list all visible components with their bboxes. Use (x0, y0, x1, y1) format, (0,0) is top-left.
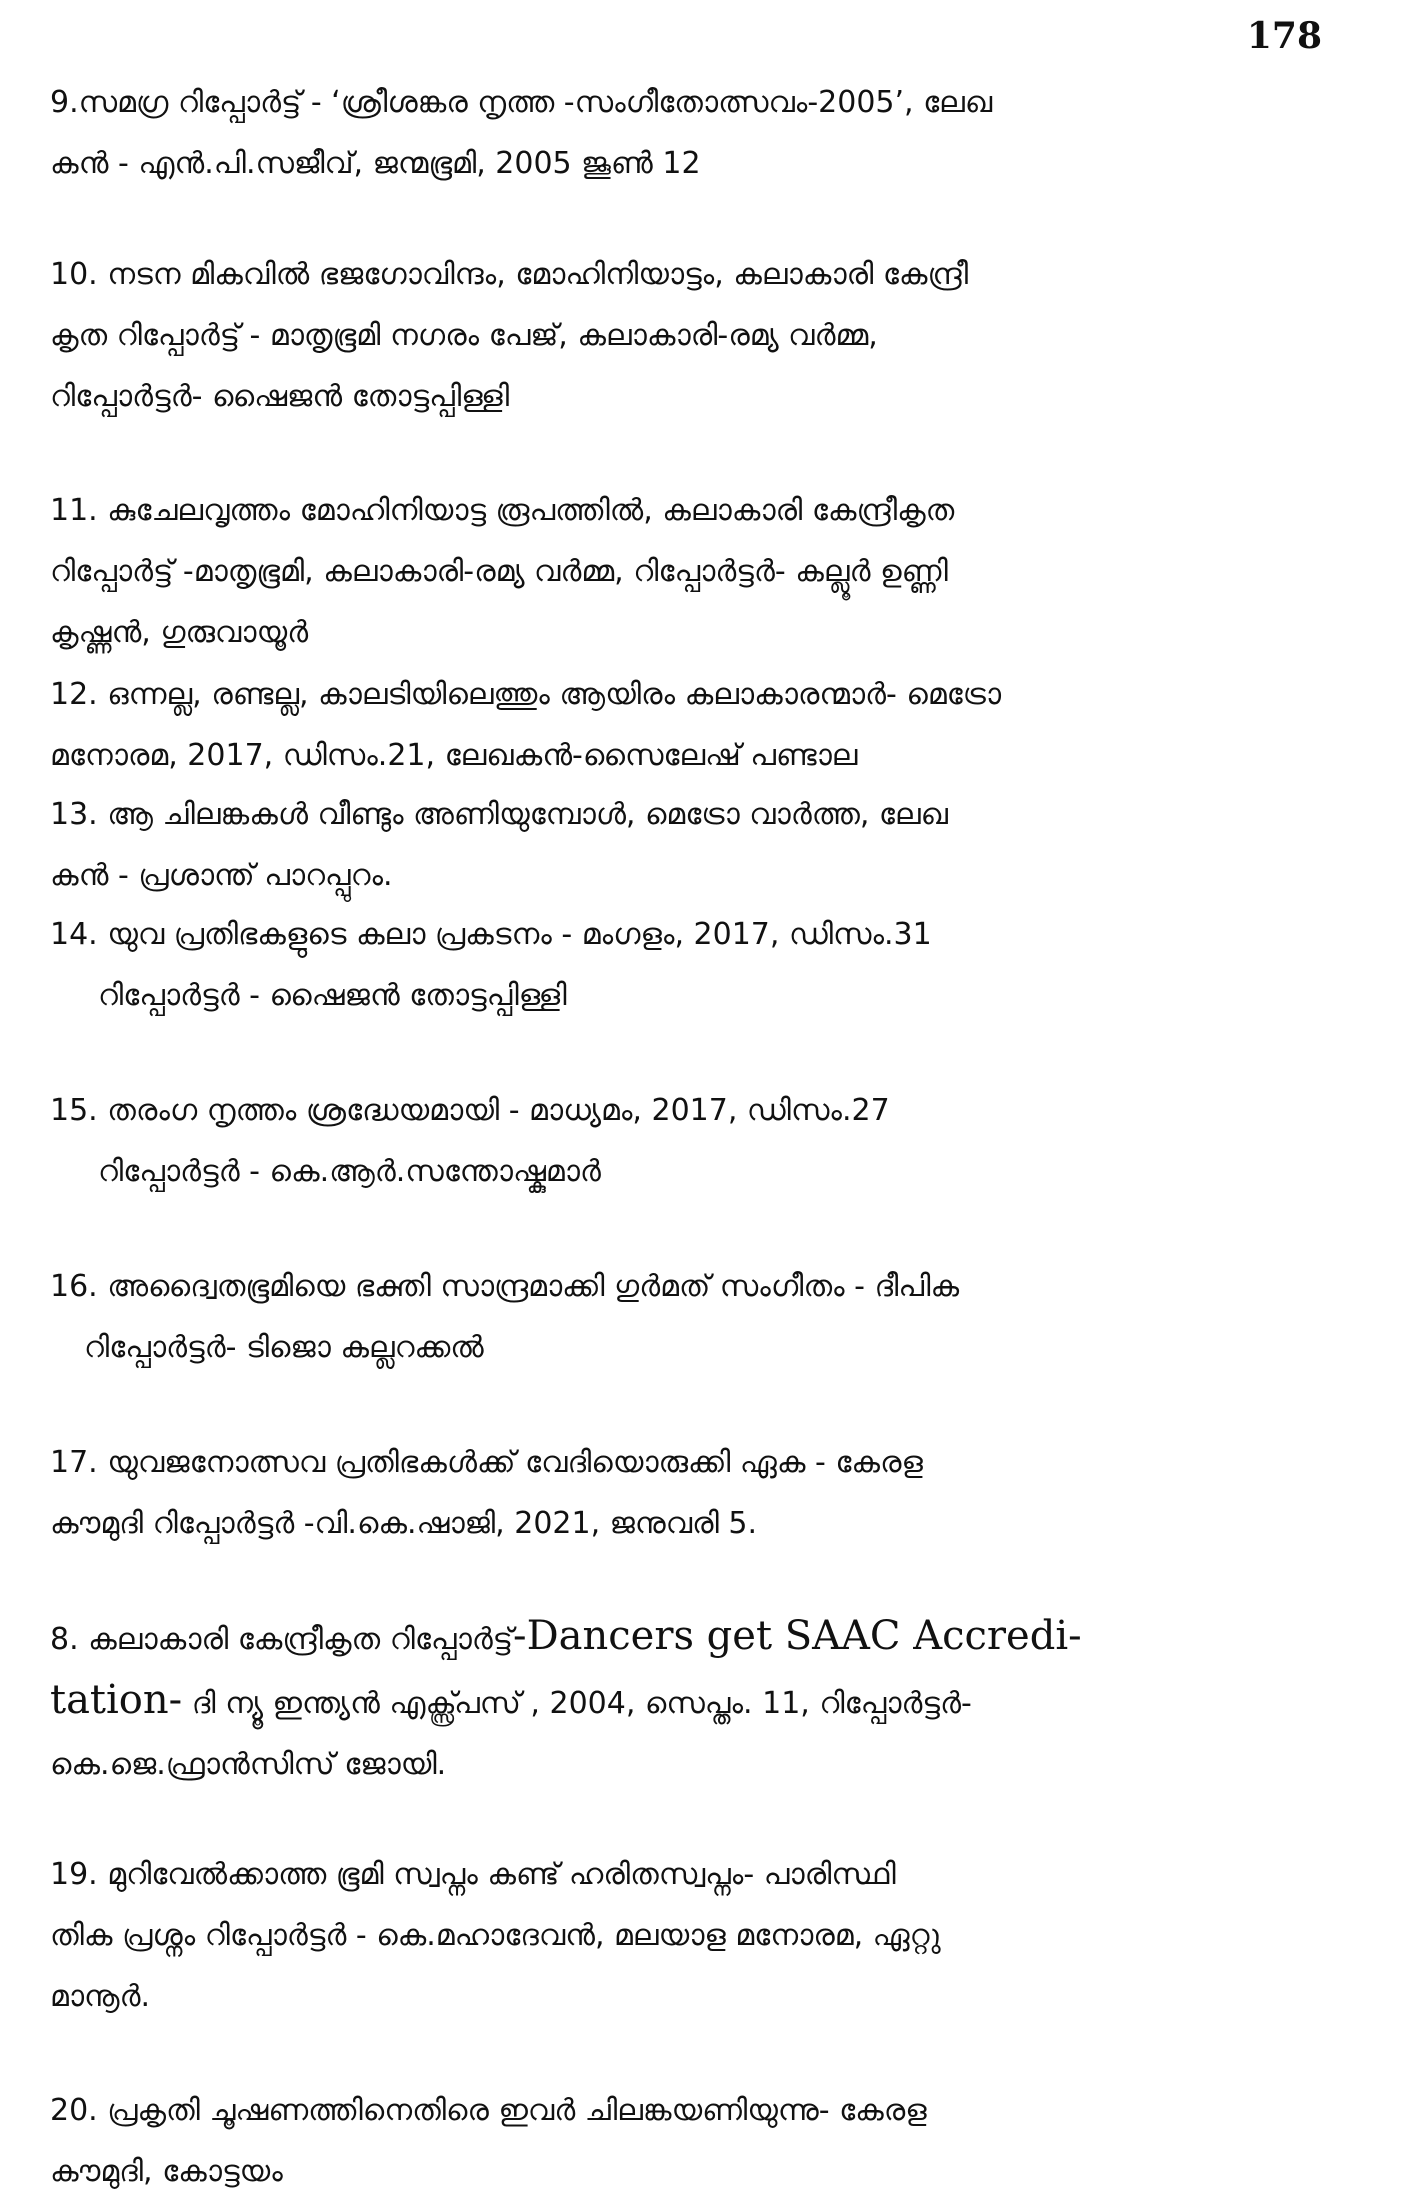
entry-text-english: -Dancers get SAAC Accredi- (513, 1613, 1082, 1659)
entry-text-english: tation- (50, 1677, 183, 1723)
reference-entry-10 (50, 244, 1332, 427)
reference-entry-19 (50, 1844, 1332, 2027)
entry-line: റിപ്പോർട്ടർ - ഷൈജൻ തോട്ടപ്പിള്ളി (98, 978, 567, 1013)
entry-line (50, 1606, 1332, 1670)
reference-entry-12 (50, 664, 1332, 786)
entry-line: 19. മുറിവേൽക്കാത്ത ഭൂമി സ്വപ്നം കണ്ട് ഹരിതസ്വപ്നം- പാരിസ്ഥി (50, 1857, 896, 1892)
entry-line: റിപ്പോർട്ടർ- ഷൈജൻ തോട്ടപ്പിള്ളി (50, 379, 510, 414)
entry-line (50, 1670, 1332, 1734)
entry-line: 15. തരംഗ നൃത്തം ശ്രദ്ധേയമായി - മാധ്യമം, 2017, ഡിസം.27 (50, 1093, 890, 1128)
entry-line: റിപ്പോർട്ടർ - കെ.ആർ.സന്തോഷ്കുമാർ (98, 1154, 601, 1189)
entry-line: റിപ്പോർട്ടർ- ടിജൊ കല്ലറക്കൽ (84, 1330, 484, 1365)
entry-line: മനോരമ, 2017, ഡിസം.21, ലേഖകൻ-സൈലേഷ് പണ്ടാല (50, 738, 858, 773)
entry-text-malayalam: ദി ന്യൂ ഇന്ത്യൻ എക്സ്പ്രസ് , 2004, സെപ്തം. 11, റിപ്പോർട്ടർ- (182, 1686, 972, 1721)
entry-line: തിക പ്രശ്നം റിപ്പോർട്ടർ - കെ.മഹാദേവൻ, മലയാള മനോരമ, ഏറ്റു (50, 1918, 941, 1953)
reference-entry-8 (50, 1606, 1332, 1795)
reference-entry-9 (50, 72, 1332, 194)
entry-line: 20. പ്രകൃതി ചൂഷണത്തിനെതിരെ ഇവർ ചിലങ്കയണിയുന്നു- കേരള (50, 2093, 927, 2128)
reference-entry-20 (50, 2080, 1332, 2202)
entry-line: മാനൂർ. (50, 1979, 151, 2014)
entry-line: കൃത റിപ്പോർട്ട് - മാതൃഭൂമി നഗരം പേജ്, കലാകാരി-രമ്യ വർമ്മ, (50, 318, 878, 353)
entry-line: കൗമുദി റിപ്പോർട്ടർ -വി.കെ.ഷാജി, 2021, ജനുവരി 5. (50, 1506, 758, 1541)
entry-line: 9.സമഗ്ര റിപ്പോർട്ട് - ‘ശ്രീശങ്കര നൃത്ത -സംഗീതോത്സവം-2005’, ലേഖ (50, 85, 993, 120)
reference-entry-16 (50, 1256, 1332, 1378)
entry-line: റിപ്പോർട്ട് -മാതൃഭൂമി, കലാകാരി-രമ്യ വർമ്മ, റിപ്പോർട്ടർ- കല്ലൂർ ഉണ്ണി (50, 554, 948, 589)
entry-line: കൻ - എൻ.പി.സജീവ്, ജന്മഭൂമി, 2005 ജൂൺ 12 (50, 146, 701, 181)
reference-entry-15 (50, 1080, 1332, 1202)
reference-entry-17 (50, 1432, 1332, 1554)
entry-line: 13. ആ ചിലങ്കകൾ വീണ്ടും അണിയുമ്പോൾ, മെട്രോ വാർത്ത, ലേഖ (50, 797, 948, 832)
entry-line: 14. യുവ പ്രതിഭകളുടെ കലാ പ്രകടനം - മംഗളം, 2017, ഡിസം.31 (50, 917, 932, 952)
entry-line: 10. നടന മികവിൽ ഭജഗോവിന്ദം, മോഹിനിയാട്ടം, കലാകാരി കേന്ദ്രീ (50, 257, 969, 292)
page-number: 178 (1246, 15, 1322, 57)
entry-line: 11. കുചേലവൃത്തം മോഹിനിയാട്ട രൂപത്തിൽ, കലാകാരി കേന്ദ്രീകൃത (50, 493, 955, 528)
reference-entry-13 (50, 784, 1332, 906)
entry-line: കൗമുദി, കോട്ടയം (50, 2154, 283, 2189)
entry-line: കൻ - പ്രശാന്ത് പാറപ്പുറം. (50, 858, 393, 893)
reference-entry-14 (50, 904, 1332, 1026)
reference-entry-11 (50, 480, 1332, 663)
entry-line: 12. ഒന്നല്ല, രണ്ടല്ല, കാലടിയിലെത്തും ആയിരം കലാകാരന്മാർ- മെട്രോ (50, 677, 1002, 712)
entry-line: കൃഷ്ണൻ, ഗുരുവായൂർ (50, 615, 309, 650)
entry-line: കെ.ജെ.ഫ്രാൻസിസ് ജോയി. (50, 1747, 447, 1782)
entry-text-malayalam: 8. കലാകാരി കേന്ദ്രീകൃത റിപ്പോർട്ട് (50, 1622, 514, 1657)
entry-line: 16. അദ്വൈതഭൂമിയെ ഭക്തി സാന്ദ്രമാക്കി ഗുർമത് സംഗീതം - ദീപിക (50, 1269, 960, 1304)
entry-line: 17. യുവജനോത്സവ പ്രതിഭകൾക്ക് വേദിയൊരുക്കി ഏക - കേരള (50, 1445, 923, 1480)
